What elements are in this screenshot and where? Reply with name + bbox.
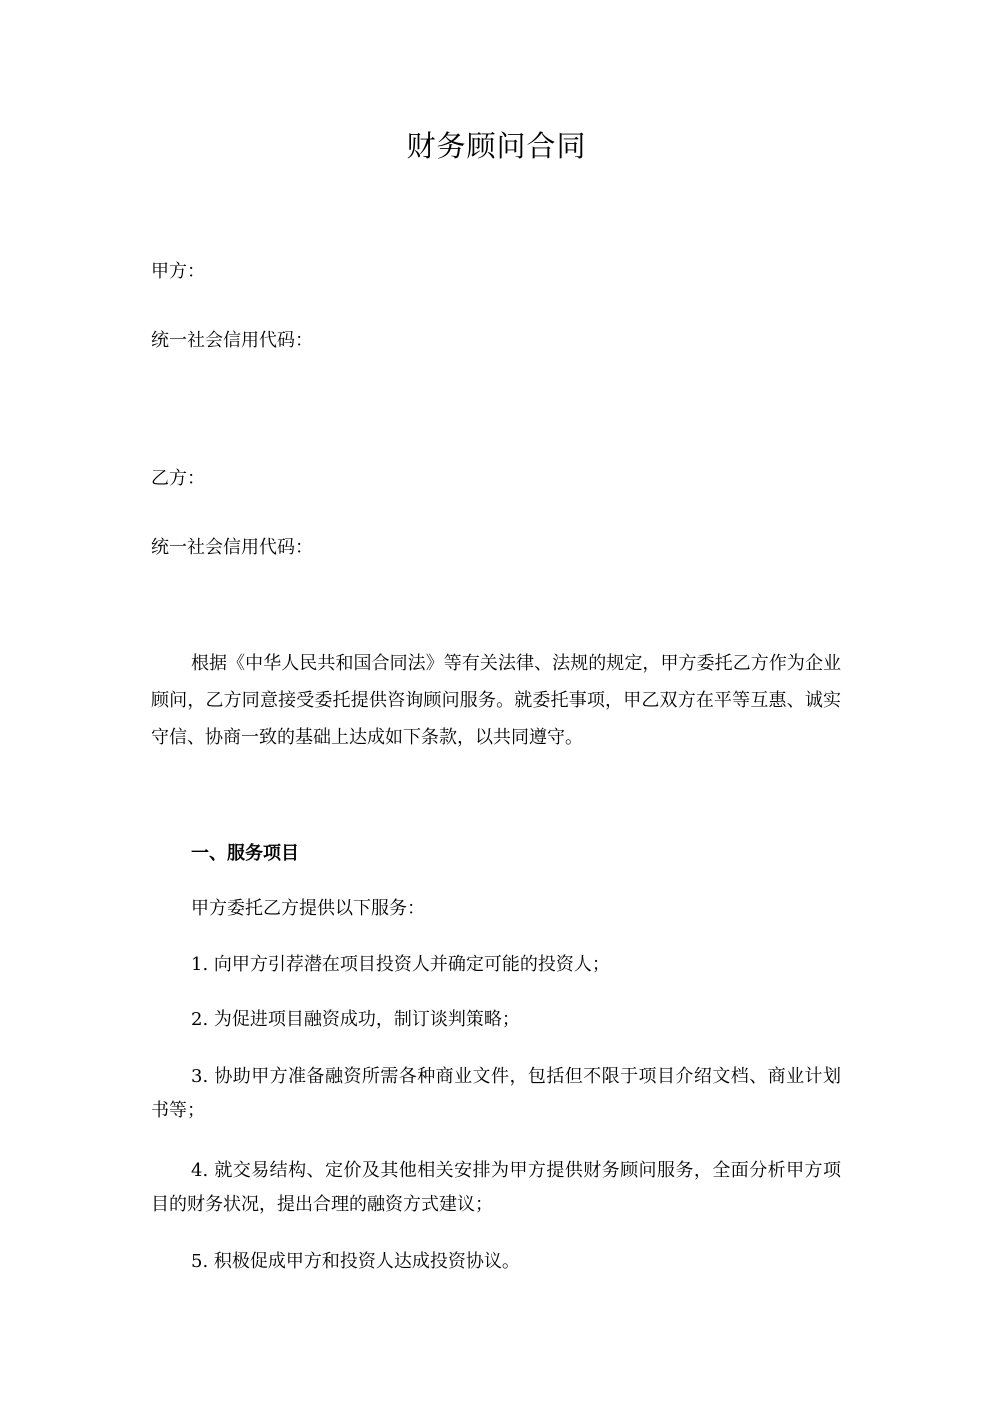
service-item-4: 4. 就交易结构、定价及其他相关安排为甲方提供财务顾问服务，全面分析甲方项目的财务状况，提出合理的融资方式建议； (151, 1160, 841, 1215)
party-a-credit-code-label: 统一社会信用代码： (151, 330, 313, 351)
party-b-credit-code-label: 统一社会信用代码： (151, 537, 313, 558)
party-a-label: 甲方： (151, 261, 205, 282)
service-item-3: 3. 协助甲方准备融资所需各种商业文件，包括但不限于项目介绍文档、商业计划书等； (151, 1066, 841, 1121)
contract-title: 财务顾问合同 (406, 129, 587, 163)
section-1-heading: 一、服务项目 (191, 843, 299, 864)
preamble-paragraph: 根据《中华人民共和国合同法》等有关法律、法规的规定，甲方委托乙方作为企业顾问，乙方同意接受委托提供咨询顾问服务。就委托事项，甲乙双方在平等互惠、诚实守信、协商一致的基础上达成如下条款，以共同遵守。 (151, 653, 841, 748)
section-1-intro: 甲方委托乙方提供以下服务： (191, 898, 425, 919)
service-item-5: 5. 积极促成甲方和投资人达成投资协议。 (191, 1251, 520, 1272)
party-b-label: 乙方： (151, 468, 205, 489)
service-item-2: 2. 为促进项目融资成功，制订谈判策略； (191, 1009, 520, 1030)
service-item-1: 1. 向甲方引荐潜在项目投资人并确定可能的投资人； (191, 954, 610, 975)
